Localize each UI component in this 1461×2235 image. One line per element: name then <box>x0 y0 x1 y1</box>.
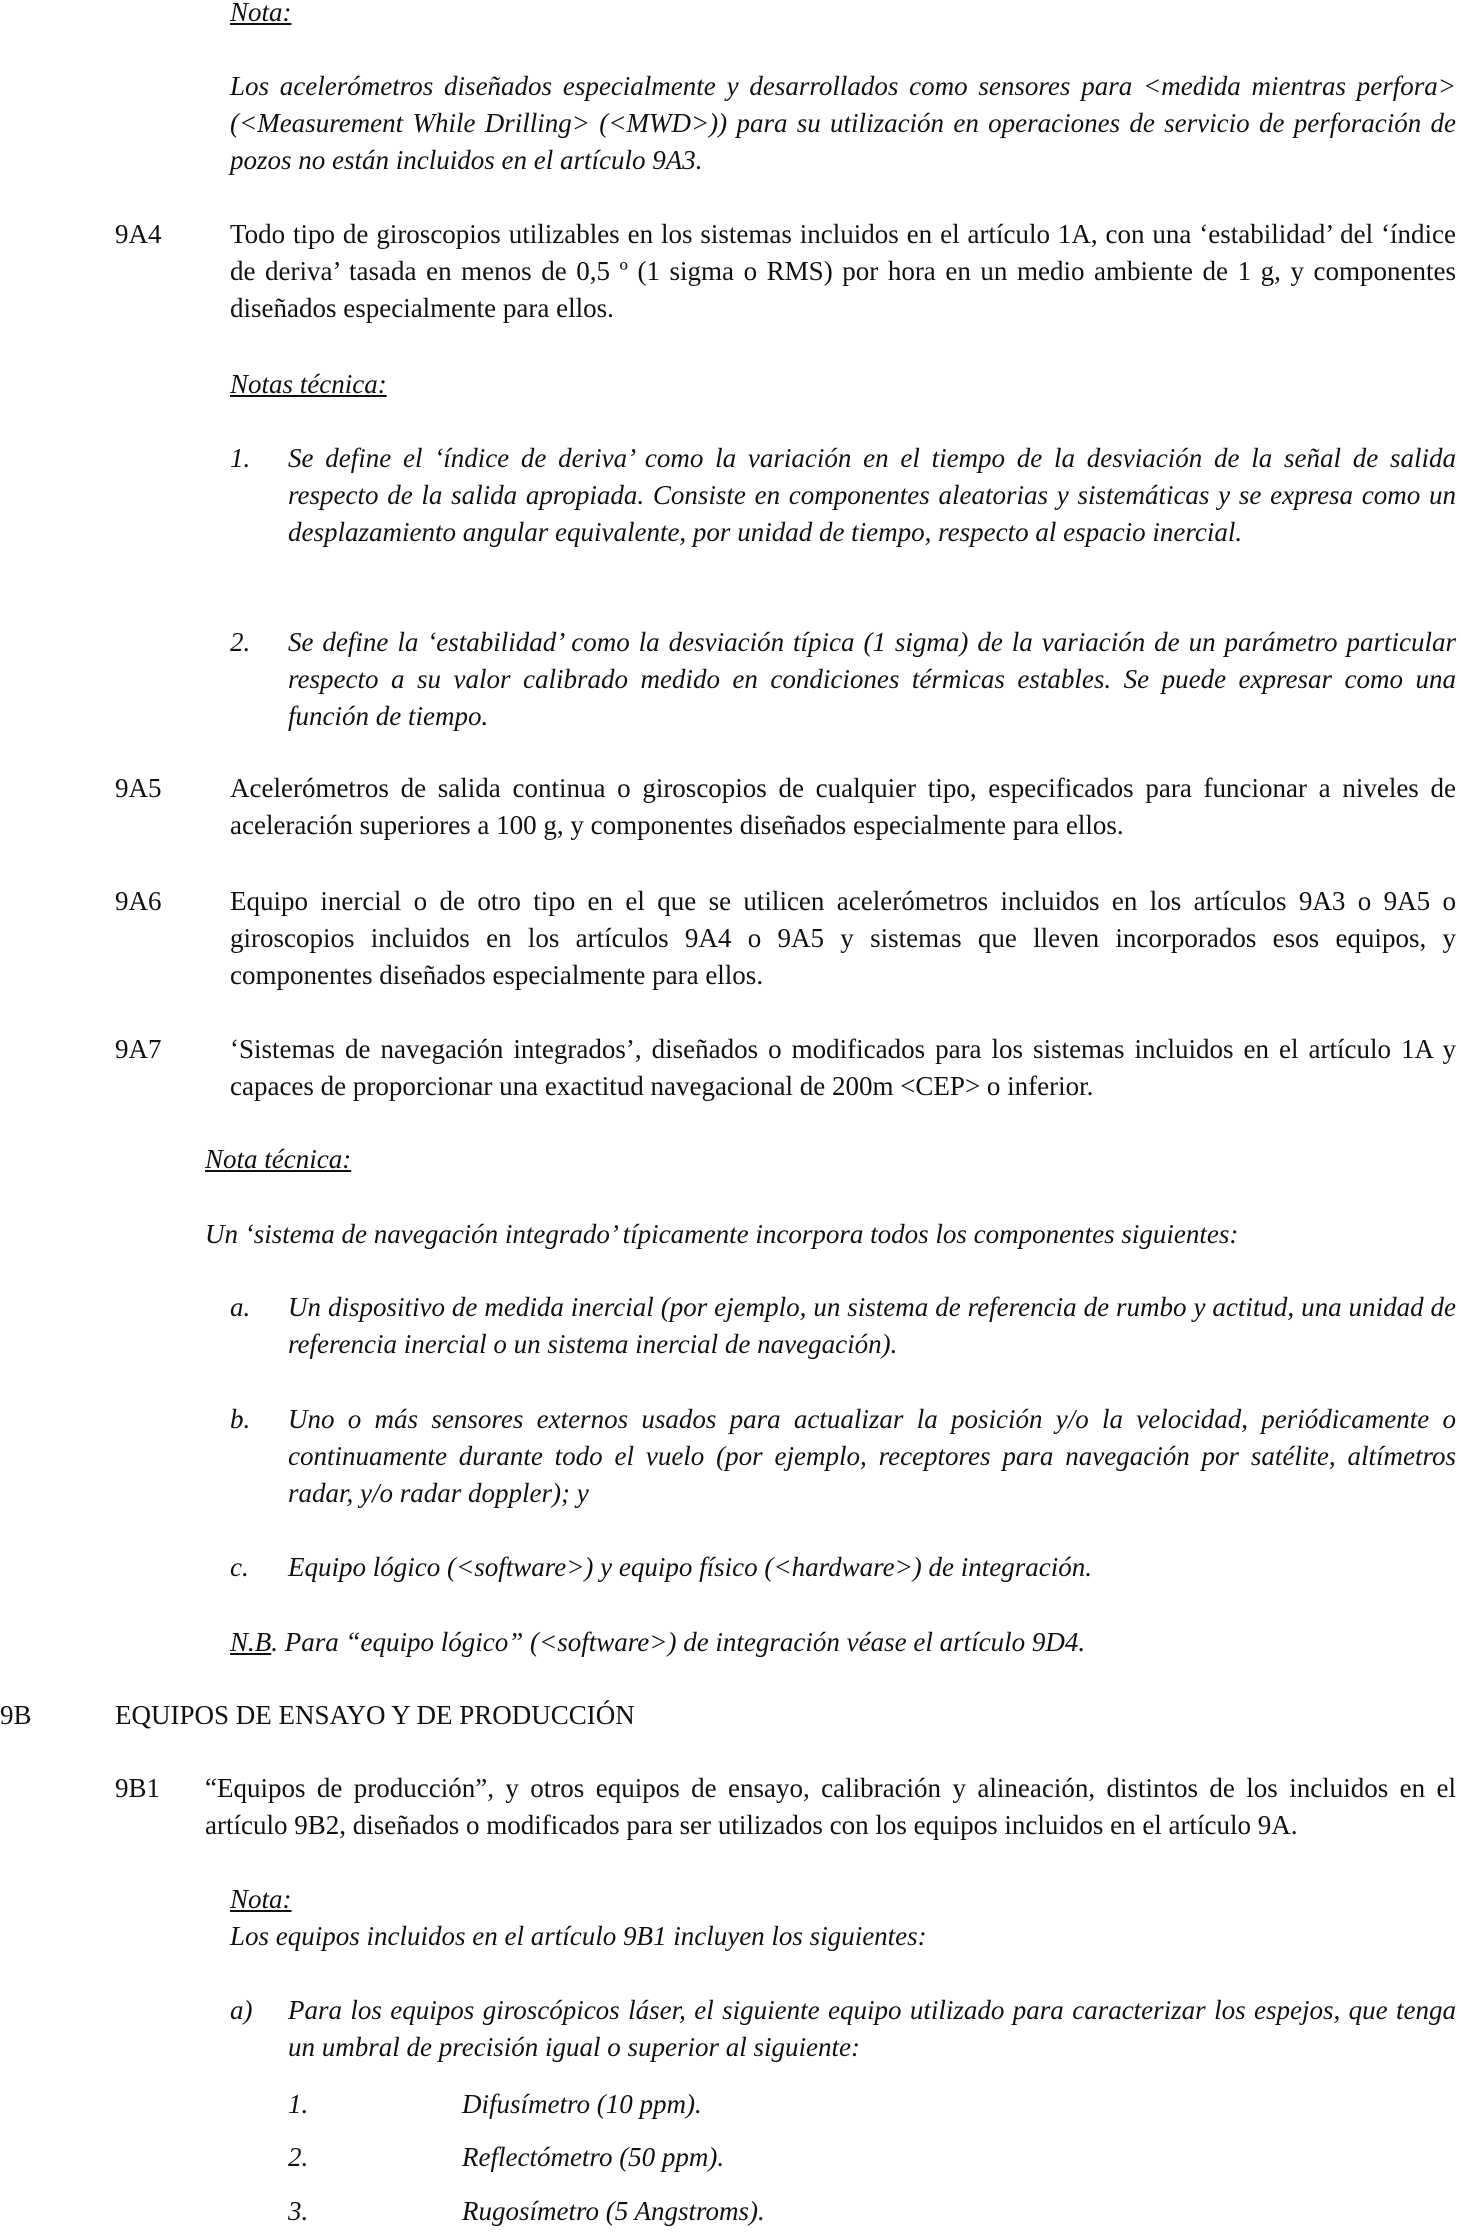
item-text-9A4: Todo tipo de giroscopios utilizables en los sistemas incluidos en el artículo 1A, con una ‘estabilidad’ del ‘índice de deriva’ tasada en menos de 0,5 º (1 sigma o RMS) por hora en un medio ambiente de 1 g, y componentes diseñados especialmente para ellos. <box>230 219 1456 323</box>
component-text-a: Un dispositivo de medida inercial (por ejemplo, un sistema de referencia de rumbo y actitud, una unidad de referencia inercial o un sistema inercial de navegación). <box>288 1292 1456 1359</box>
equipment-text-1: Difusímetro (10 ppm). <box>462 2089 702 2119</box>
component-text-b: Uno o más sensores externos usados para actualizar la posición y/o la velocidad, periódicamente o continuamente durante todo el vuelo (por ejemplo, receptores para navegación por satélite, altímetros radar, y/o radar doppler); y <box>288 1404 1456 1508</box>
item-code-9A7: 9A7 <box>115 1034 162 1064</box>
nota-tecnica-num-2: 2. <box>230 627 251 657</box>
sub-a-num: a) <box>230 1995 253 2025</box>
nota-tecnica-text-1: Se define el ‘índice de deriva’ como la variación en el tiempo de la desviación de la señal de salida respecto de la salida apropiada. Consiste en componentes aleatorias y sistemáticas y se expresa como un desplazamiento angular equivalente, por unidad de tiempo, respecto al espacio inercial. <box>288 443 1456 547</box>
nota-9B1-intro: Los equipos incluidos en el artículo 9B1 incluyen los siguientes: <box>230 1921 927 1951</box>
nota-tecnica-9A7-heading: Nota técnica: <box>205 1144 352 1174</box>
section-title-9B: EQUIPOS DE ENSAYO Y DE PRODUCCIÓN <box>115 1700 635 1730</box>
nota-text: Los acelerómetros diseñados especialmente y desarrollados como sensores para <medida mientras perfora> (<Measurement While Drilling> (<MWD>)) para su utilización en operaciones de servicio de perforación de pozos no están incluidos en el artículo 9A3. <box>230 71 1456 175</box>
component-text-c: Equipo lógico (<software>) y equipo físico (<hardware>) de integración. <box>288 1552 1093 1582</box>
component-num-b: b. <box>230 1404 251 1434</box>
section-code-9B: 9B <box>0 1700 32 1730</box>
nota-9B1-heading: Nota: <box>230 1884 292 1914</box>
nb-label: N.B <box>230 1627 272 1657</box>
nota-tecnica-9A7-intro: Un ‘sistema de navegación integrado’ típicamente incorpora todos los componentes siguientes: <box>205 1219 1239 1249</box>
item-code-9B1: 9B1 <box>115 1773 161 1803</box>
item-text-9A6: Equipo inercial o de otro tipo en el que se utilicen acelerómetros incluidos en los artículos 9A3 o 9A5 o giroscopios incluidos en los artículos 9A4 o 9A5 y sistemas que lleven incorporados esos equipos, y componentes diseñados especialmente para ellos. <box>230 886 1456 990</box>
item-text-9B1-content: “Equipos de producción”, y otros equipos de ensayo, calibración y alineación, distintos de los incluidos en el artículo 9B2, diseñados o modificados para ser utilizados con los equipos incluidos en el artículo 9A. <box>205 1773 1456 1840</box>
nb-text: . Para “equipo lógico” (<software>) de integración véase el artículo 9D4. <box>271 1627 1086 1657</box>
equipment-num-2: 2. <box>288 2142 309 2172</box>
nota-heading: Nota: <box>230 0 292 27</box>
item-text-9A7: ‘Sistemas de navegación integrados’, diseñados o modificados para los sistemas incluidos en el artículo 1A y capaces de proporcionar una exactitud navegacional de 200m <CEP> o inferior. <box>230 1034 1456 1101</box>
nb-note <box>230 1624 1456 1661</box>
item-code-9A4: 9A4 <box>115 219 162 249</box>
item-code-9A6: 9A6 <box>115 886 162 916</box>
equipment-text-3: Rugosímetro (5 Angstroms). <box>462 2196 765 2226</box>
item-code-9A5: 9A5 <box>115 773 162 803</box>
item-text-9A5: Acelerómetros de salida continua o giroscopios de cualquier tipo, especificados para funcionar a niveles de aceleración superiores a 100 g, y componentes diseñados especialmente para ellos. <box>230 773 1456 840</box>
equipment-num-1: 1. <box>288 2089 309 2119</box>
nota-tecnica-text-2: Se define la ‘estabilidad’ como la desviación típica (1 sigma) de la variación de un parámetro particular respecto a su valor calibrado medido en condiciones térmicas estables. Se puede expresar como una función de tiempo. <box>288 627 1456 731</box>
item-text-9B1 <box>205 1770 1456 1844</box>
equipment-num-3: 3. <box>288 2196 309 2226</box>
component-num-a: a. <box>230 1292 251 1322</box>
nota-tecnica-num-1: 1. <box>230 443 251 473</box>
equipment-text-2: Reflectómetro (50 ppm). <box>462 2142 725 2172</box>
component-num-c: c. <box>230 1552 249 1582</box>
notas-tecnica-heading: Notas técnica: <box>230 369 387 399</box>
sub-a-text: Para los equipos giroscópicos láser, el siguiente equipo utilizado para caracterizar los espejos, que tenga un umbral de precisión igual o superior al siguiente: <box>288 1995 1456 2062</box>
